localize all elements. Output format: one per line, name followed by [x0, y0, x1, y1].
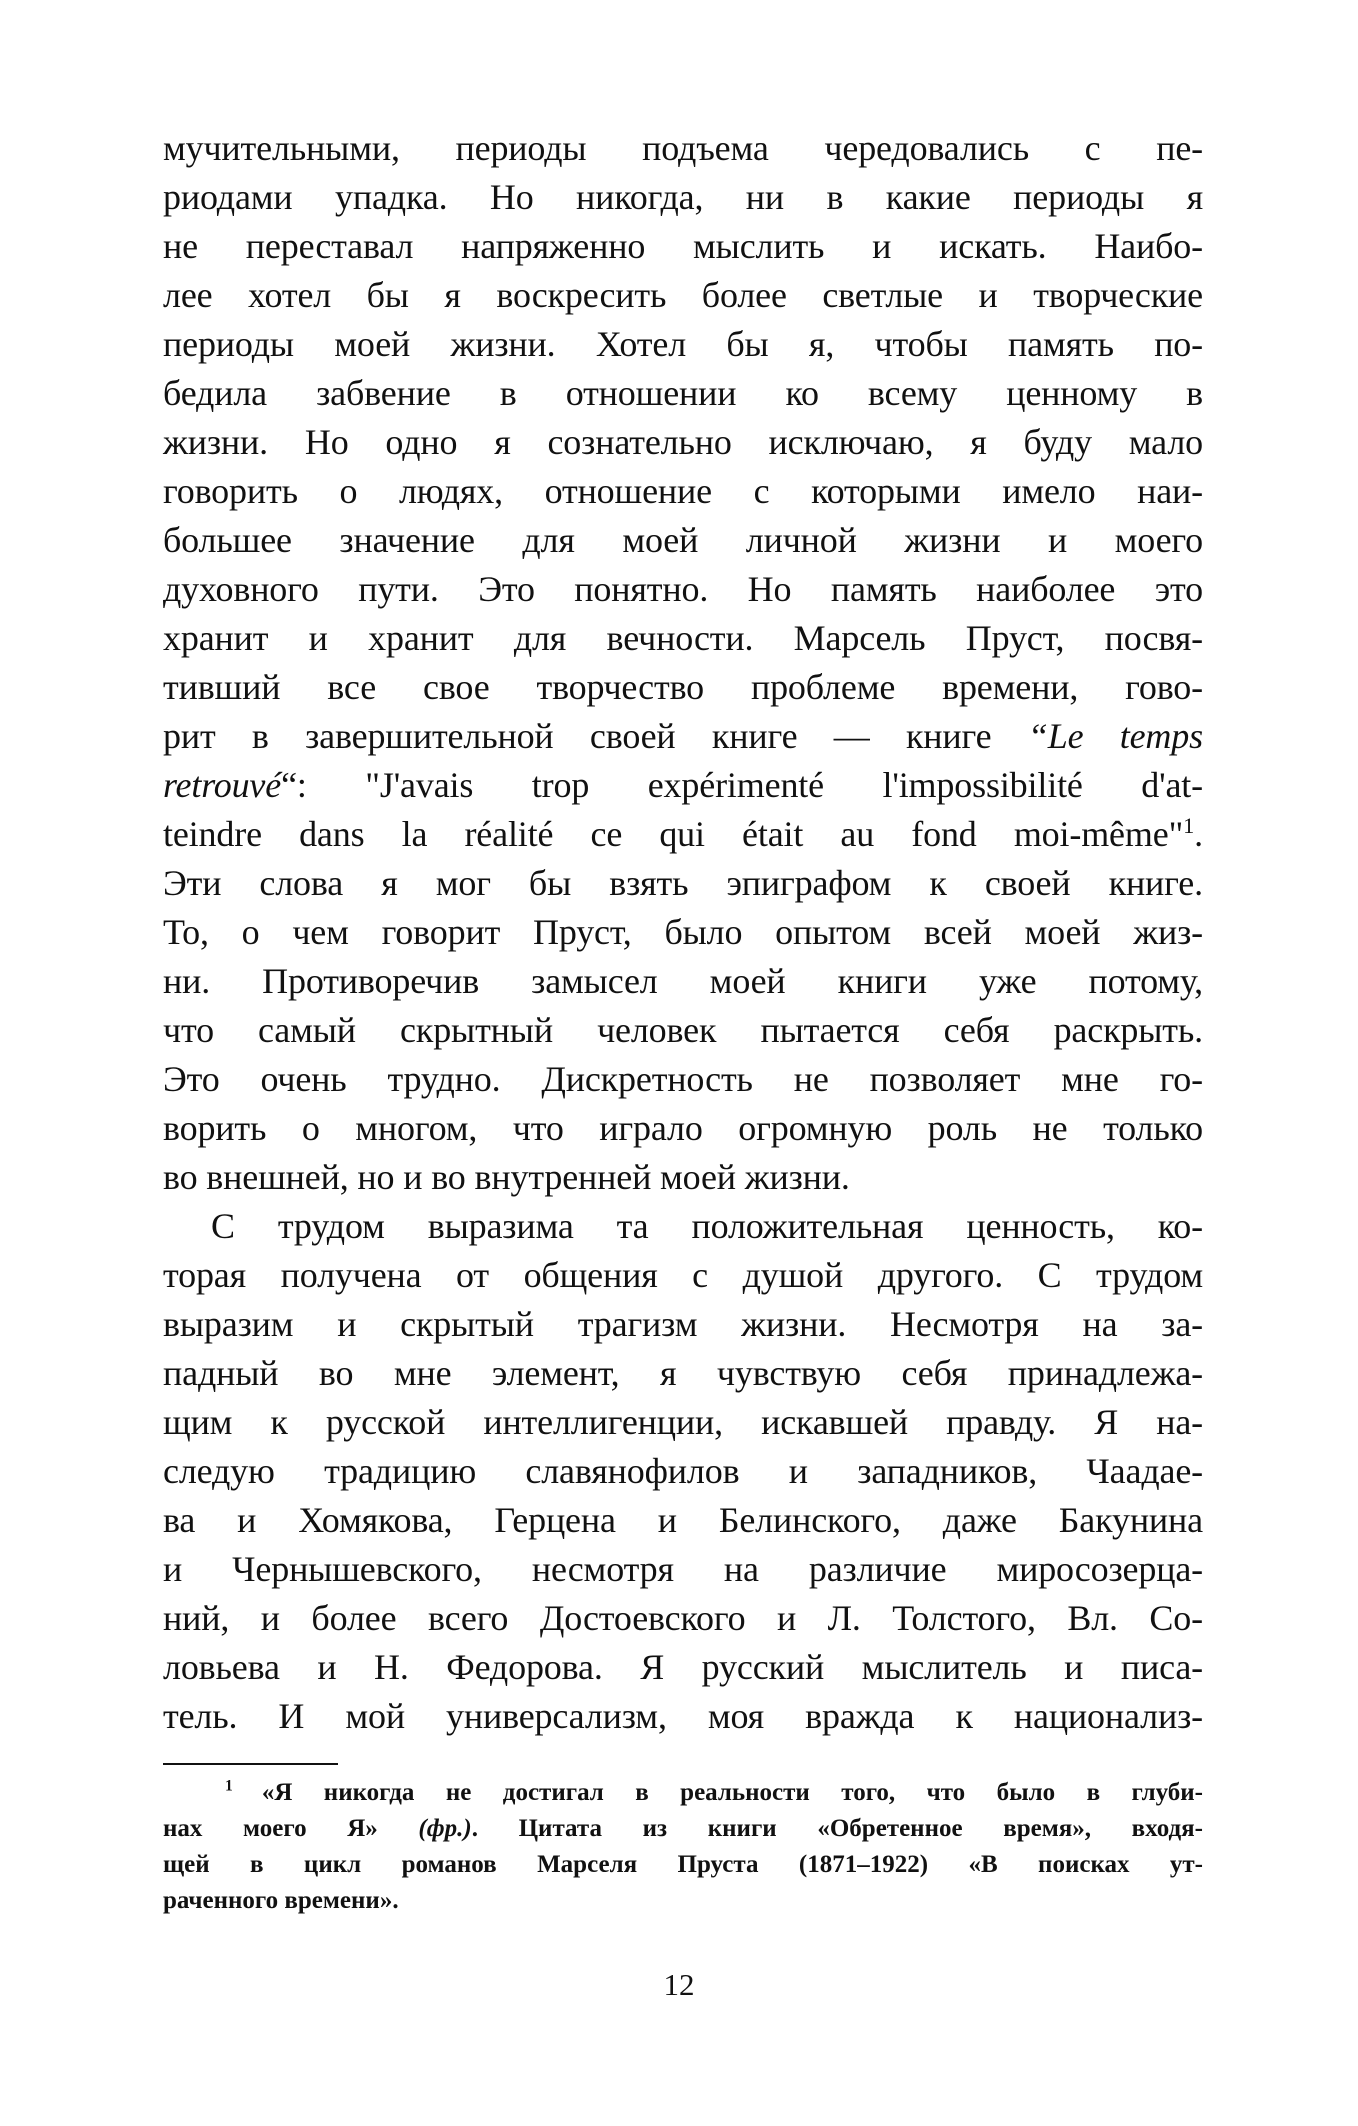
text-line: щим к русской интеллигенции, искавшей правду. Я на-	[163, 1402, 1203, 1442]
text-line: Это очень трудно. Дискретность не позволяет мне го-	[163, 1059, 1203, 1099]
text-line: хранит и хранит для вечности. Марсель Пруст, посвя-	[163, 618, 1203, 658]
text-line: риодами упадка. Но никогда, ни в какие периоды я	[163, 177, 1203, 217]
text-line: жизни. Но одно я сознательно исключаю, я буду мало	[163, 422, 1203, 462]
book-title-italic: retrouvé	[163, 765, 282, 805]
text-line: бедила забвение в отношении ко всему ценному в	[163, 373, 1203, 413]
book-title-italic: “Le temps	[1027, 716, 1203, 756]
text-line: выразим и скрытый трагизм жизни. Несмотря на за-	[163, 1304, 1203, 1344]
text-line: ний, и более всего Достоевского и Л. Толстого, Вл. Со-	[163, 1598, 1203, 1638]
text-line: Эти слова я мог бы взять эпиграфом к своей книге.	[163, 863, 1203, 903]
text-line: торая получена от общения с душой другого. С трудом	[163, 1255, 1203, 1295]
footnote-line: $^1$ «Я никогда не достигал в реальности того, что было в глуби-	[225, 1777, 1204, 1806]
text-line: периоды моей жизни. Хотел бы я, чтобы память по-	[163, 324, 1203, 364]
text-line: лее хотел бы я воскресить более светлые и творческие	[163, 275, 1203, 315]
text-line: ворить о многом, что играло огромную роль не только	[163, 1108, 1203, 1148]
footnote-reference[interactable]: 1	[1183, 813, 1195, 838]
main-text	[163, 124, 1203, 1741]
text-line: ни. Противоречив замысел моей книги уже потому,	[163, 961, 1203, 1001]
text-line: ва и Хомякова, Герцена и Белинского, даже Бакунина	[163, 1500, 1203, 1540]
footnote	[163, 1775, 1203, 1919]
text-line: и Чернышевского, несмотря на различие миросозерца-	[163, 1549, 1203, 1589]
text-line: не переставал напряженно мыслить и искать. Наибо-	[163, 226, 1203, 266]
text-line: большее значение для моей личной жизни и моего	[163, 520, 1203, 560]
footnote-line: раченного времени».	[163, 1887, 399, 1914]
text-line: падный во мне элемент, я чувствую себя принадлежа-	[163, 1353, 1203, 1393]
text-line: следую традицию славянофилов и западников, Чаадае-	[163, 1451, 1203, 1491]
text-line: мучительными, периоды подъема чередовались с пе-	[163, 128, 1203, 168]
text-line-with-footnote-ref: teindre dans la réalité ce qui était au fond moi-même"$^1$.	[163, 813, 1203, 854]
text-line: тель. И мой универсализм, моя вражда к национализ-	[163, 1696, 1203, 1736]
footnote-separator	[163, 1763, 338, 1765]
language-abbrev-italic: (фр.)	[418, 1815, 472, 1842]
text-line: ловьева и Н. Федорова. Я русский мыслитель и писа-	[163, 1647, 1203, 1687]
page-number: 12	[663, 1967, 695, 2002]
text-line: духовного пути. Это понятно. Но память наиболее это	[163, 569, 1203, 609]
footnote-line: нах моего Я» (фр.). Цитата из книги «Обретенное время», входя-	[163, 1815, 1203, 1842]
text-line-with-italic: рит в завершительной своей книге — книге “Le temps	[163, 716, 1203, 756]
text-line-paragraph-start: С трудом выразима та положительная ценность, ко-	[211, 1206, 1203, 1246]
text-line: говорить о людях, отношение с которыми имело наи-	[163, 471, 1203, 511]
text-line: что самый скрытный человек пытается себя раскрыть.	[163, 1010, 1203, 1050]
text-line-with-italic: retrouvé“: "J'avais trop expérimenté l'impossibilité d'at-	[163, 765, 1203, 805]
footnote-line: щей в цикл романов Марселя Пруста (1871–1922) «В поисках ут-	[163, 1851, 1203, 1878]
footnote-marker: 1	[225, 1777, 262, 1795]
text-line: тивший все свое творчество проблеме времени, гово-	[163, 667, 1203, 707]
text-line: во внешней, но и во внутренней моей жизни.	[163, 1157, 850, 1197]
text-line: То, о чем говорит Пруст, было опытом всей моей жиз-	[163, 912, 1203, 952]
